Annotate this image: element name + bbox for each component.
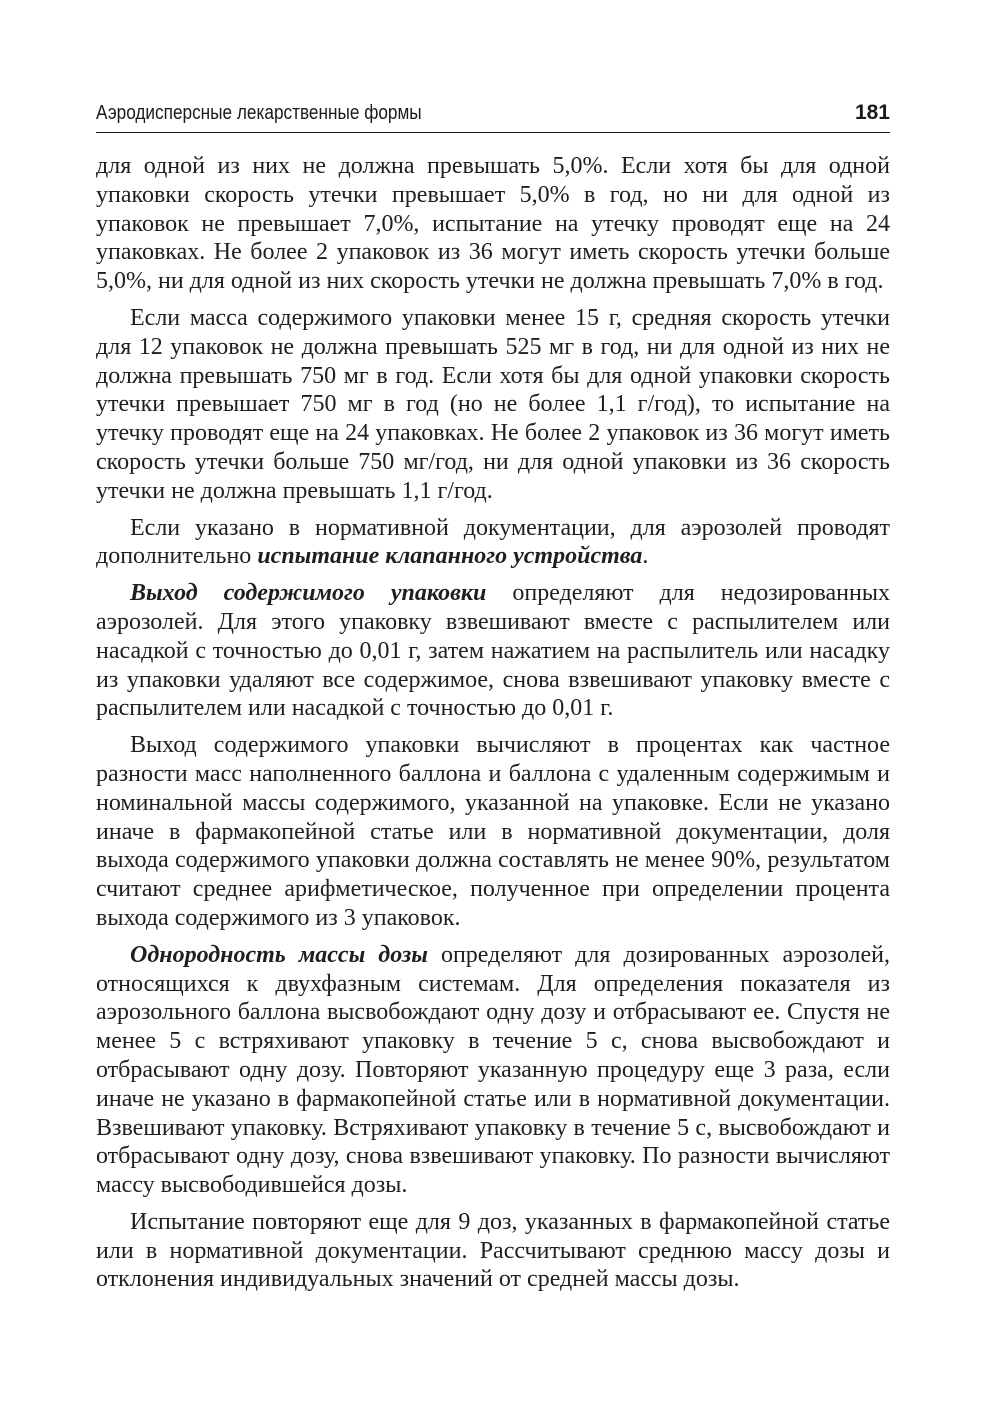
term-dose-mass-uniformity: Однородность массы дозы [130, 941, 428, 968]
running-header [96, 98, 890, 133]
paragraph-text: Если масса содержимого упаковки менее 15 г, средняя скорость утечки для 12 упаковок не должна превышать 525 мг в год, ни для одной из них не должна превышать 750 мг в год. Если хотя бы для одной упаковки скорость утечки превышает 750 мг в год (но не более 1,1 г/год), то испытание на утечку проводят еще на 24 упаковках. Не более 2 упаковок из 36 могут иметь скорость утечки больше 750 мг/год, ни для одной упаковки из 36 скорость утечки не должна превышать 1,1 г/год. [96, 304, 890, 504]
paragraph-text: для одной из них не должна превышать 5,0%. Если хотя бы для одной упаковки скорость утечки превышает 5,0% в год, но ни для одной из упаковок не превышает 7,0%, испытание на утечку проводят еще на 24 упаковках. Не более 2 упаковок из 36 могут иметь скорость утечки больше 5,0%, ни для одной из них скорость утечки не должна превышать 7,0% в год. [96, 153, 890, 295]
paragraph [96, 152, 890, 296]
term-content-yield: Выход содержимого упаковки [130, 580, 487, 607]
paragraph-text: Если указано в нормативной документации, для аэрозолей проводят дополнительно [96, 514, 890, 570]
paragraph-tail: . [642, 543, 649, 570]
paragraph [96, 941, 890, 1200]
paragraph-text: определяют для дозированных аэрозолей, относящихся к двухфазным системам. Для определения показателя из аэрозольного баллона высвобождают одну дозу и отбрасывают ее. Спустя не менее 5 с встряхивают упаковку в течение 5 с, снова высвобождают и отбрасывают одну дозу. Повторяют указанную процедуру еще 3 раза, если иначе не указано в фармакопейной статье или в нормативной документации. Взвешивают упаковку. Встряхивают упаковку в течение 5 с, высвобождают и отбрасывают одну дозу, снова взвешивают упаковку. По разности вычисляют массу высвободившейся дозы. [96, 941, 890, 1199]
section-title: Аэродисперсные лекарственные формы [96, 102, 422, 124]
paragraph [96, 731, 890, 933]
paragraph-text: Выход содержимого упаковки вычисляют в процентах как частное разности масс наполненного баллона и баллона с удаленным содержимым и номинальной массы содержимого, указанной на упаковке. Если не указано иначе в фармакопейной статье или в нормативной документации, доля выхода содержимого упаковки должна составлять не менее 90%, результатом считают среднее арифметическое, полученное при определении процента выхода содержимого из 3 упаковок. [96, 732, 890, 931]
page-number: 181 [854, 101, 890, 124]
paragraph-text: Испытание повторяют еще для 9 доз, указанных в фармакопейной статье или в нормативной документации. Рассчитывают среднюю массу дозы и отклонения индивидуальных значений от средней массы дозы. [96, 1208, 890, 1293]
paragraph [96, 579, 890, 723]
paragraph [96, 1208, 890, 1294]
paragraph [96, 304, 890, 506]
paragraph [96, 514, 890, 572]
paragraph-text: определяют для недозированных аэрозолей. Для этого упаковку взвешивают вместе с распылителем или насадкой с точностью до 0,01 г, затем нажатием на распылитель или насадку из упаковки удаляют все содержимое, снова взвешивают упаковку вместе с распылителем или насадкой с точностью до 0,01 г. [96, 580, 890, 722]
body-text [96, 152, 890, 1294]
term-valve-test: испытание клапанного устройства [257, 543, 643, 570]
